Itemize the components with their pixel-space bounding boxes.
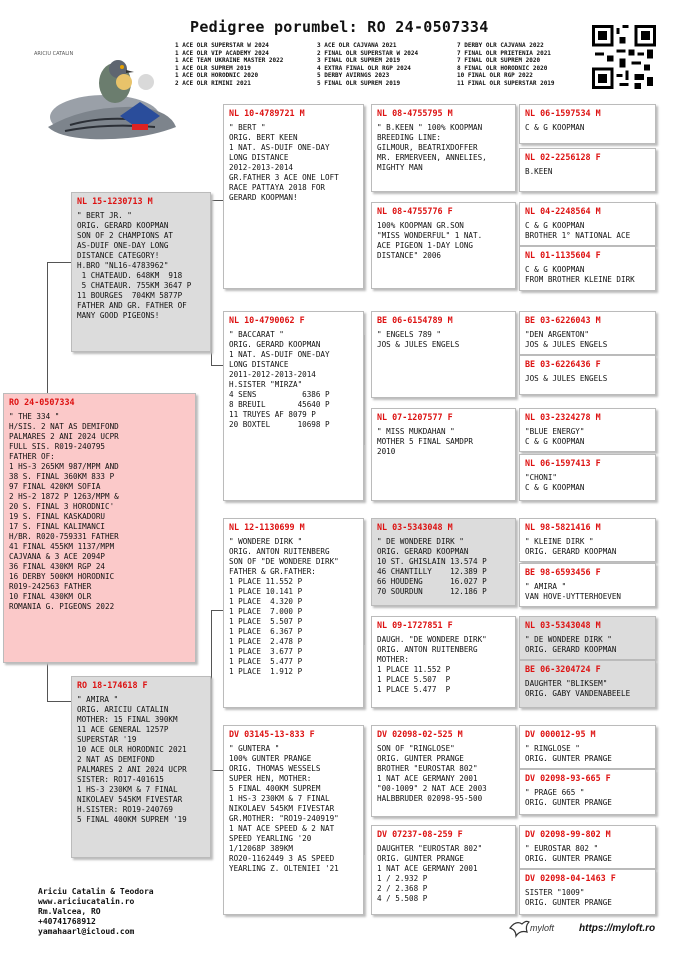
ring-number: NL 08-4755776 F [377, 206, 453, 216]
result-line: 3 ACE OLR CAJVANA 2021 [317, 42, 397, 49]
result-line: 5 DERBY AVIRNGS 2023 [317, 72, 390, 80]
card-text: " BERT " ORIG. BERT KEEN 1 NAT. AS-DUIF ONE-DAY LONG DISTANCE 2012-2013-2014 GR.FATHER 3 ACE ONE LOFT RACE PATTAYA 2018 FOR GERARD KOOPMAN! [229, 123, 339, 202]
great-grandparent-card[interactable] [371, 311, 516, 398]
card-text: SON OF "RINGLOSE" ORIG. GUNTER PRANGE BROTHER "EUROSTAR 802" 1 NAT ACE GERMANY 2001 "00-1009" 2 NAT ACE 2003 HALBBRUDER 02098-95-500 [377, 744, 487, 803]
ancestor-card[interactable] [519, 408, 656, 452]
card-text: " ENGELS 789 " JOS & JULES ENGELS [377, 330, 460, 349]
grandparent-card[interactable] [223, 311, 364, 501]
ring-number: RO 18-174618 F [77, 680, 148, 690]
ring-number: NL 06-1597534 M [525, 108, 601, 118]
ring-number: BE 03-6226043 M [525, 315, 601, 325]
great-grandparent-card[interactable] [371, 725, 516, 817]
ancestor-card[interactable] [519, 660, 656, 708]
card-text: "BLUE ENERGY" C & G KOOPMAN [525, 427, 585, 446]
ring-number: BE 98-6593456 F [525, 567, 601, 577]
card-text: B.KEEN [525, 167, 553, 176]
result-line: 1 ACE OLR SUPERSTAR W 2024 [175, 42, 269, 49]
ring-number: NL 09-1727851 F [377, 620, 453, 630]
ring-number: DV 02098-04-1463 F [525, 873, 616, 883]
card-text: " DE WONDERE DIRK " ORIG. GERARD KOOPMAN 10 ST. GHISLAIN 13.574 P 46 CHANTILLY 12.389 P 66 HOUDENG 16.027 P 70 SOURDUN 12.186 P [377, 537, 487, 596]
card-text: "DEN ARGENTON" JOS & JULES ENGELS [525, 330, 608, 349]
result-line: 7 FINAL OLR PRIETENIA 2021 [457, 49, 551, 57]
ancestor-card[interactable] [519, 725, 656, 769]
card-text: SISTER "1009" ORIG. GUNTER PRANGE [525, 888, 612, 907]
ancestor-card[interactable] [519, 246, 656, 291]
results-col-2 [317, 42, 418, 88]
ring-number: DV 03145-13-833 F [229, 729, 315, 739]
result-line: 1 ACE TEAM UKRAINE MASTER 2022 [175, 57, 284, 65]
card-text: C & G KOOPMAN [525, 123, 585, 132]
grandparent-card[interactable] [223, 518, 364, 708]
result-line: 8 FINAL OLR HORODNIC 2020 [457, 64, 548, 72]
svg-text:ARICIU CATALIN: ARICIU CATALIN [34, 51, 74, 57]
ring-number: NL 03-5343048 M [525, 620, 601, 630]
ring-number: DV 02098-99-802 M [525, 829, 611, 839]
ring-number: NL 08-4755795 M [377, 108, 453, 118]
ring-number: NL 04-2248564 M [525, 206, 601, 216]
ancestor-card[interactable] [519, 202, 656, 246]
result-line: 10 FINAL OLR RGP 2022 [457, 72, 533, 80]
great-grandparent-card[interactable] [371, 408, 516, 501]
qr-code-icon[interactable] [592, 25, 656, 89]
ancestor-card[interactable] [519, 616, 656, 660]
card-text: " KLEINE DIRK " ORIG. GERARD KOOPMAN [525, 537, 617, 556]
subject-card[interactable] [3, 393, 196, 663]
result-line: 4 EXTRA FINAL OLR RGP 2024 [317, 64, 411, 72]
ring-number: DV 02098-93-665 F [525, 773, 611, 783]
ancestor-card[interactable] [519, 104, 656, 144]
ring-number: NL 10-4790062 F [229, 315, 305, 325]
ancestor-card[interactable] [519, 148, 656, 192]
brand-name: myloft [530, 923, 555, 933]
ring-number: NL 07-1207577 F [377, 412, 453, 422]
ring-number: BE 06-6154789 M [377, 315, 453, 325]
ancestor-card[interactable] [519, 355, 656, 395]
result-line: 1 ACE OLR HORODNIC 2020 [175, 72, 259, 80]
card-text: " B.KEEN " 100% KOOPMAN BREEDING LINE: GILMOUR, BEATRIXDOFFER MR. ERMERVEEN, ANNELIES, MIGHTY MAN [377, 123, 487, 172]
ancestor-card[interactable] [519, 869, 656, 915]
card-text: DAUGHTER "BLIKSEM" ORIG. GABY VANDENABEELE [525, 679, 631, 698]
card-text: " WONDERE DIRK " ORIG. ANTON RUITENBERG SON OF "DE WONDERE DIRK" FATHER & GR.FATHER: 1 PLACE 11.552 P 1 PLACE 10.141 P 1 PLACE 4.320 P 1 PLACE 7.000 P 1 PLACE 5.507 P 1 PLACE 6.367 P 1 PLACE 2.478 P 1 PLACE 3.677 P 1 PLACE 5.477 P 1 PLACE 1.912 P [229, 537, 339, 676]
great-grandparent-card[interactable] [371, 825, 516, 915]
ring-number: DV 02098-02-525 M [377, 729, 463, 739]
result-line: 2 FINAL OLR SUPERSTAR W 2024 [317, 49, 419, 57]
card-text: " RINGLOSE " ORIG. GUNTER PRANGE [525, 744, 612, 763]
ring-number: NL 12-1130699 M [229, 522, 305, 532]
card-text: " AMIRA " ORIG. ARICIU CATALIN MOTHER: 15 FINAL 390KM 11 ACE GENERAL 1257P SUPERSTAR '19 10 ACE OLR HORODNIC 2021 2 NAT AS DEMIFOND PALMARES 2 ANI 2024 UCPR SISTER: RO17-401615 1 HS-3 230KM & 7 FINAL NIKOLAEV 545KM FIVESTAR H.SISTER: RO19-240769 5 FINAL 400KM SUPREM '19 [77, 695, 187, 824]
breeder-contact: Ariciu Catalin & Teodora www.ariciucatalin.ro Rm.Valcea, RO +40741768912 yamahaarl@icloud.com [38, 887, 154, 936]
bird-logo-icon [508, 918, 530, 938]
ancestor-card[interactable] [519, 825, 656, 869]
card-text: C & G KOOPMAN FROM BROTHER KLEINE DIRK [525, 265, 635, 284]
card-text: DAUGHTER "EUROSTAR 802" ORIG. GUNTER PRANGE 1 NAT ACE GERMANY 2001 1 / 2.932 P 2 / 2.368 P 4 / 5.508 P [377, 844, 483, 903]
father-card[interactable] [71, 192, 211, 352]
ring-number: NL 15-1230713 M [77, 196, 153, 206]
great-grandparent-card[interactable] [371, 518, 516, 606]
ring-number: NL 01-1135604 F [525, 250, 601, 260]
ring-number: BE 06-3204724 F [525, 664, 601, 674]
ring-number: RO 24-0507334 [9, 397, 75, 407]
great-grandparent-card[interactable] [371, 616, 516, 708]
result-line: 5 FINAL OLR SUPREM 2019 [317, 79, 401, 87]
grandparent-card[interactable] [223, 725, 364, 915]
card-text: " GUNTERA " 100% GUNTER PRANGE ORIG. THOMAS WESSELS SUPER HEN, MOTHER: 5 FINAL 400KM SUPREM 1 HS-3 230KM & 7 FINAL NIKOLAEV 545KM FIVESTAR GR.MOTHER: "RO19-240919" 1 NAT ACE SPEED & 2 NAT SPEED YEARLING '20 1/12068P 389KM RO20-1162449 3 AS SPEED YEARLING Z. OLTENIEI '21 [229, 744, 339, 873]
ring-number: NL 06-1597413 F [525, 458, 601, 468]
card-text: " PRAGE 665 " ORIG. GUNTER PRANGE [525, 788, 612, 807]
award-logos [110, 72, 170, 142]
ring-number: NL 02-2256128 F [525, 152, 601, 162]
great-grandparent-card[interactable] [371, 104, 516, 192]
card-text: " BACCARAT " ORIG. GERARD KOOPMAN 1 NAT. AS-DUIF ONE-DAY LONG DISTANCE 2011-2012-2013-2014 H.SISTER "MIRZA" 4 SENS 6386 P 8 BREUIL 45640 P 11 TRUYES AF 8079 P 20 BOXTEL 10698 P [229, 330, 330, 429]
card-text: " THE 334 " H/SIS. 2 NAT AS DEMIFOND PALMARES 2 ANI 2024 UCPR FULL SIS. R019-240795 FATHER OF: 1 HS-3 265KM 987/MPM AND 38 S. FINAL 360KM 833 P 97 FINAL 420KM SOFIA 2 HS-2 1872 P 1263/MPM & 20 S. FINAL 3 HORODNIC' 19 S. FINAL KASKADORU 17 S. FINAL KALIMANCI H/BR. R020-759331 FATHER 41 FINAL 455KM 1137/MPM CAJVANA & 3 ACE 2094P 36 FINAL 430KM RGP 24 16 DERBY 500KM HORODNIC R019-242563 FATHER 10 FINAL 430KM OLR ROMANIA G. PIGEONS 2022 [9, 412, 119, 611]
card-text: " BERT JR. " ORIG. GERARD KOOPMAN SON OF 2 CHAMPIONS AT AS-DUIF ONE-DAY LONG DISTANCE CATEGORY! H.BRO "NL16-4783962" 1 CHATEAUD. 648KM 918 5 CHATEAUR. 755KM 3647 P 11 BOURGES 704KM 5877P FATHER AND GR. FATHER OF MANY GOOD PIGEONS! [77, 211, 192, 320]
card-text: "CHONI" C & G KOOPMAN [525, 473, 585, 492]
ring-number: BE 03-6226436 F [525, 359, 601, 369]
page-title: Pedigree porumbel: RO 24-0507334 [190, 18, 489, 36]
result-line: 1 ACE OLR SUPREM 2019 [175, 64, 251, 72]
results-col-3 [457, 42, 555, 88]
great-grandparent-card[interactable] [371, 202, 516, 289]
ancestor-card[interactable] [519, 563, 656, 607]
card-text: JOS & JULES ENGELS [525, 374, 608, 383]
ancestor-card[interactable] [519, 769, 656, 815]
footer-url-link[interactable]: https://myloft.ro [579, 923, 656, 934]
grandparent-card[interactable] [223, 104, 364, 289]
card-text: C & G KOOPMAN BROTHER 1° NATIONAL ACE [525, 221, 631, 240]
ring-number: DV 000012-95 M [525, 729, 596, 739]
result-line: 11 FINAL OLR SUPERSTAR 2019 [457, 79, 555, 87]
card-text: " MISS MUKDAHAN " MOTHER 5 FINAL SAMDPR 2010 [377, 427, 474, 456]
myloft-logo [508, 918, 568, 938]
card-text: " EUROSTAR 802 " ORIG. GUNTER PRANGE [525, 844, 612, 863]
ancestor-card[interactable] [519, 518, 656, 562]
card-text: " DE WONDERE DIRK " ORIG. GERARD KOOPMAN [525, 635, 617, 654]
card-text: 100% KOOPMAN GR.SON "MISS WONDERFUL" 1 NAT. ACE PIGEON 1-DAY LONG DISTANCE" 2006 [377, 221, 483, 260]
result-line: 3 FINAL OLR SUPREM 2019 [317, 57, 401, 65]
card-text: " AMIRA " VAN HOVE-UYTTERHOEVEN [525, 582, 622, 601]
result-line: 7 DERBY OLR CAJVANA 2022 [457, 42, 544, 49]
ring-number: NL 03-5343048 M [377, 522, 453, 532]
card-text: DAUGH. "DE WONDERE DIRK" ORIG. ANTON RUITENBERG MOTHER: 1 PLACE 11.552 P 1 PLACE 5.507 P 1 PLACE 5.477 P [377, 635, 487, 694]
ring-number: DV 07237-08-259 F [377, 829, 463, 839]
mother-card[interactable] [71, 676, 211, 858]
ancestor-card[interactable] [519, 311, 656, 355]
ring-number: NL 10-4789721 M [229, 108, 305, 118]
ring-number: NL 03-2324278 M [525, 412, 601, 422]
result-line: 7 FINAL OLR SUPREM 2020 [457, 57, 541, 65]
ancestor-card[interactable] [519, 454, 656, 501]
result-line: 1 ACE OLR VIP ACADEMY 2024 [175, 49, 269, 57]
results-col-1 [175, 42, 283, 88]
result-line: 2 ACE OLR RIMINI 2021 [175, 79, 251, 87]
ring-number: NL 98-5821416 M [525, 522, 601, 532]
